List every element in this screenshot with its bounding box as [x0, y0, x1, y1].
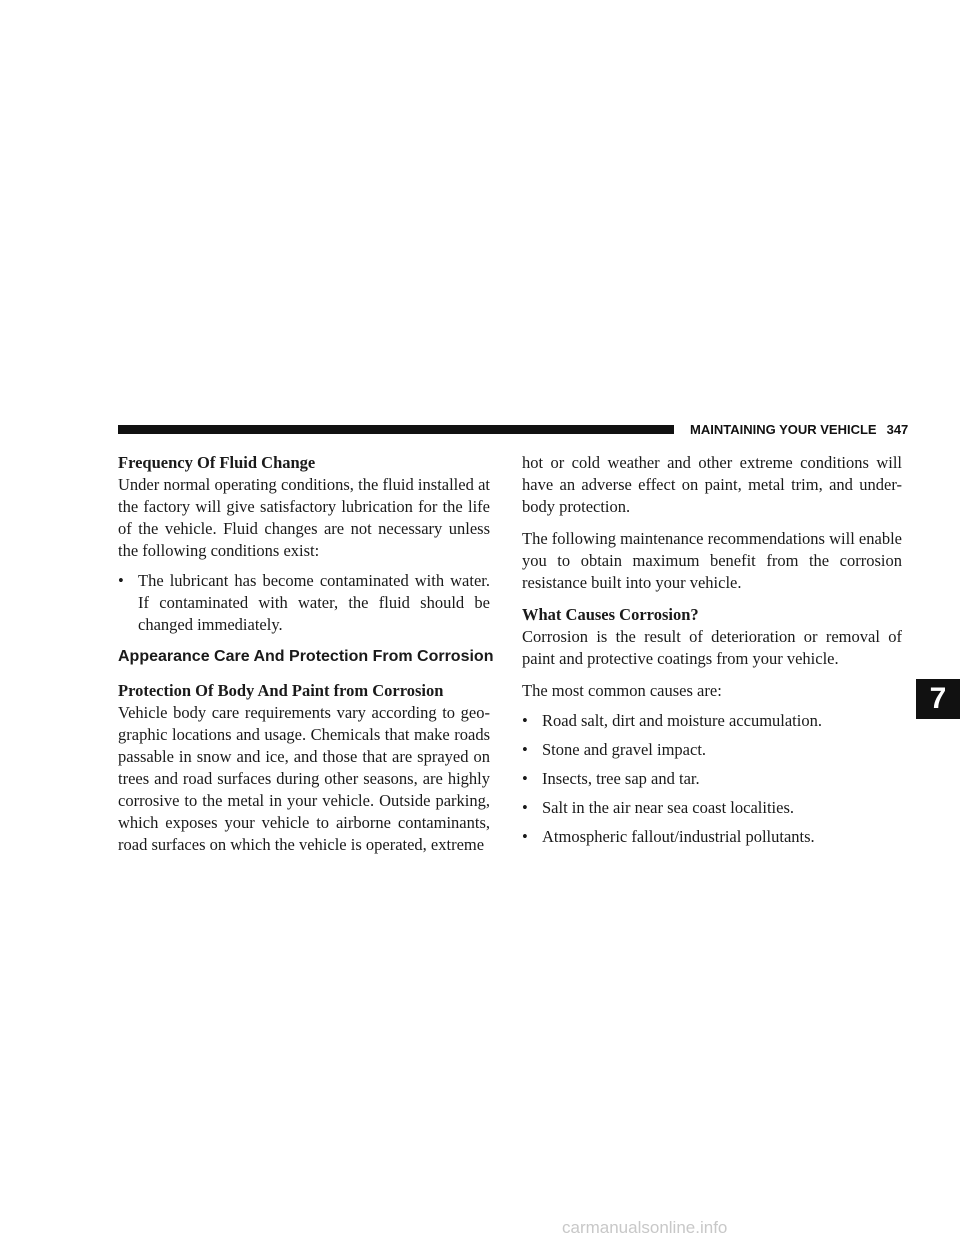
continued-paragraph: hot or cold weather and other extreme conditions will have an adverse effect on paint, metal trim, and under-body protection. [522, 453, 902, 516]
corrosion-causes-subhead: What Causes Corrosion? [522, 605, 699, 624]
body-paint-subhead: Protection Of Body And Paint from Corrosion [118, 681, 444, 700]
corrosion-definition-paragraph: Corrosion is the result of deterioration or removal of paint and protective coatings from your vehicle. [522, 627, 902, 668]
recommendations-paragraph: The following maintenance recommendations will enable you to obtain maximum benefit from the corrosion resistance built into your vehicle. [522, 529, 902, 592]
list-item: • Salt in the air near sea coast localities. [522, 798, 794, 817]
fluid-change-subhead: Frequency Of Fluid Change [118, 453, 316, 472]
list-item: • Road salt, dirt and moisture accumulation. [522, 711, 822, 730]
fluid-change-bullets [118, 570, 490, 636]
list-item: • Stone and gravel impact. [522, 740, 707, 759]
section-heading: Appearance Care And Protection From Corrosion [118, 648, 494, 665]
list-item: • Insects, tree sap and tar. [522, 769, 700, 788]
watermark: carmanualsonline.info [562, 1218, 728, 1237]
fluid-change-paragraph: Under normal operating conditions, the fluid installed at the factory will give satisfactory lubrication for the life of the vehicle. Fluid changes are not necessary unless the following conditions exist: [118, 475, 490, 560]
bullet-icon: • [118, 571, 124, 590]
left-column [118, 452, 494, 856]
bullet-icon: • [522, 798, 528, 817]
header-rule [118, 425, 674, 434]
causes-bullets [522, 710, 902, 848]
bullet-icon: • [522, 711, 528, 730]
page-number: 347 [886, 422, 909, 437]
list-item: • Atmospheric fallout/industrial pollutants. [522, 827, 815, 846]
common-causes-intro: The most common causes are: [522, 681, 722, 700]
bullet-icon: • [522, 740, 528, 759]
right-column [522, 452, 902, 848]
body-paint-paragraph: Vehicle body care requirements vary according to geo-graphic locations and usage. Chemicals that make roads passable in snow and ice, and those that are sprayed on trees and road surfaces during other seasons, are highly corrosive to the metal in your vehicle. Outside parking, which exposes your vehicle to airborne contaminants, road surfaces on which the vehicle is operated, extreme [118, 703, 490, 854]
bullet-icon: • [522, 827, 528, 846]
running-header [690, 422, 908, 437]
bullet-icon: • [522, 769, 528, 788]
section-title: MAINTAINING YOUR VEHICLE [690, 422, 877, 437]
chapter-tab: 7 [916, 679, 960, 719]
list-item: • The lubricant has become contaminated with water. If contaminated with water, the fluid should be changed immediately. [118, 571, 490, 634]
